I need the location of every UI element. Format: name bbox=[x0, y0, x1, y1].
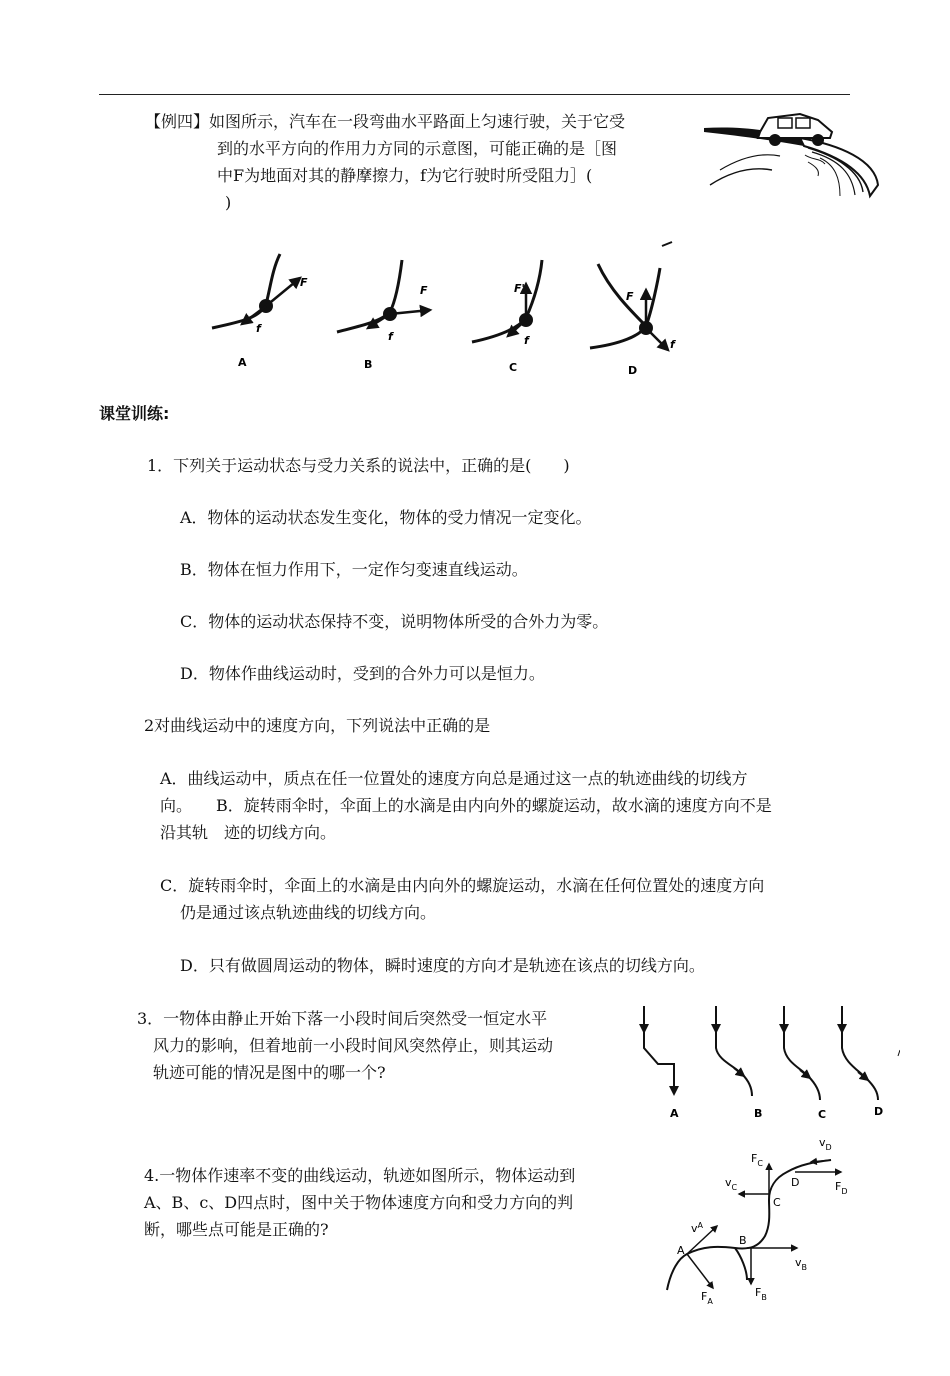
car-road-image bbox=[700, 100, 890, 205]
figA-f: f bbox=[256, 322, 261, 335]
q3-line3: 轨迹可能的情况是图中的哪一个? bbox=[153, 1063, 386, 1082]
example4-line2: 到的水平方向的作用力方同的示意图，可能正确的是［图 bbox=[217, 139, 618, 158]
q2-option-a-line1: A．曲线运动中，质点在任一位置处的速度方向总是通过这一点的轨迹曲线的切线方 bbox=[160, 769, 748, 788]
figD-F: F bbox=[626, 290, 634, 303]
figC-label: C bbox=[509, 361, 518, 374]
q4-point-a: A bbox=[677, 1244, 685, 1257]
figD-label: D bbox=[628, 364, 638, 377]
q4-vc-label: $v_C$ bbox=[725, 1176, 738, 1192]
q4-line1: 4.一物体作速率不变的曲线运动，轨迹如图所示，物体运动到 bbox=[144, 1166, 576, 1185]
q1-option-a: A．物体的运动状态发生变化，物体的受力情况一定变化。 bbox=[180, 508, 592, 527]
header-rule bbox=[99, 94, 850, 95]
q1-stem: 1．下列关于运动状态与受力关系的说法中，正确的是( ) bbox=[147, 456, 570, 475]
q4-vb-label: $v_B$ bbox=[795, 1256, 808, 1272]
q3-label-b: B bbox=[754, 1107, 763, 1120]
q1-option-d: D．物体作曲线运动时，受到的合外力可以是恒力。 bbox=[180, 664, 545, 683]
q3-trajectory-figure bbox=[630, 1000, 900, 1130]
q4-fc-label: $F_C$ bbox=[751, 1152, 763, 1168]
figB-F: F bbox=[420, 284, 428, 297]
q1-option-c: C．物体的运动状态保持不变，说明物体所受的合外力为零。 bbox=[180, 612, 609, 631]
q4-fd-label: $F_D$ bbox=[835, 1180, 848, 1196]
figA-F: F bbox=[300, 276, 308, 289]
figB-f: f bbox=[388, 330, 393, 343]
q4-fb-label: $F_B$ bbox=[755, 1286, 767, 1302]
q3-line1: 3．一物体由静止开始下落一小段时间后突然受一恒定水平 bbox=[137, 1009, 548, 1028]
example4-tag: 【例四】 bbox=[145, 112, 210, 131]
q4-va-label: $v^A$ bbox=[691, 1221, 703, 1235]
q3-line2: 风力的影响，但着地前一小段时间风突然停止，则其运动 bbox=[153, 1036, 554, 1055]
q4-point-b: B bbox=[739, 1234, 747, 1247]
q4-curve-figure bbox=[655, 1130, 865, 1310]
q2-option-a-line2: 向。 B．旋转雨伞时，伞面上的水滴是由内向外的螺旋运动，故水滴的速度方向不是 bbox=[160, 796, 772, 815]
q1-option-b: B．物体在恒力作用下，一定作匀变速直线运动。 bbox=[180, 560, 528, 579]
q4-fa-label: $F_A$ bbox=[701, 1290, 713, 1306]
q3-label-a: A bbox=[670, 1107, 679, 1120]
q4-line3: 断，哪些点可能是正确的? bbox=[144, 1220, 329, 1239]
example4-line3: 中F为地面对其的静摩擦力，f为它行驶时所受阻力］( bbox=[217, 166, 593, 185]
figure-a bbox=[212, 254, 300, 328]
figD-f: f bbox=[670, 338, 675, 351]
example4-line4: ) bbox=[225, 193, 232, 212]
figA-label: A bbox=[238, 356, 247, 369]
section-title: 课堂训练: bbox=[99, 404, 170, 423]
q3-label-c: C bbox=[818, 1108, 827, 1121]
q4-point-c: C bbox=[773, 1196, 781, 1209]
q2-option-c-line1: C．旋转雨伞时，伞面上的水滴是由内向外的螺旋运动，水滴在任何位置处的速度方向 bbox=[160, 876, 765, 895]
q2-stem: 2对曲线运动中的速度方向，下列说法中正确的是 bbox=[144, 716, 491, 735]
example4-figures bbox=[200, 240, 700, 380]
figC-F: F' bbox=[514, 282, 525, 295]
q2-option-c-line2: 仍是通过该点轨迹曲线的切线方向。 bbox=[180, 903, 437, 922]
q4-point-d: D bbox=[791, 1176, 800, 1189]
q4-vd-label: $v_D$ bbox=[819, 1136, 832, 1152]
figure-c bbox=[472, 260, 542, 342]
figC-f: f bbox=[524, 334, 529, 347]
figure-b bbox=[337, 260, 430, 332]
example4-line1 bbox=[145, 112, 625, 132]
q2-option-d: D．只有做圆周运动的物体，瞬时速度的方向才是轨迹在该点的切线方向。 bbox=[180, 956, 705, 975]
q2-option-a-line3: 沿其轨 迹的切线方向。 bbox=[160, 823, 337, 842]
figB-label: B bbox=[364, 358, 373, 371]
example4-text1: 如图所示，汽车在一段弯曲水平路面上匀速行驶，关于它受 bbox=[209, 112, 626, 131]
q3-label-d: D bbox=[874, 1105, 884, 1118]
q4-line2: A、B、c、D四点时，图中关于物体速度方向和受力方向的判 bbox=[144, 1193, 574, 1212]
